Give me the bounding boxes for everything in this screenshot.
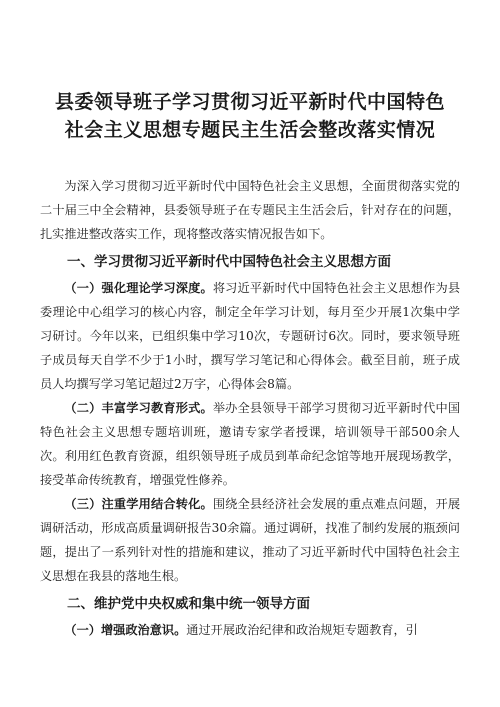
paragraph-1-2 <box>40 396 460 492</box>
paragraph-text: 将习近平新时代中国特色社会主义思想作为县委理论中心组学习的核心内容，制定全年学习计划，每月至少开展1次集中学习研讨。今年以来，已组织集中学习10次，专题研讨6次。同时，要求领导班子成员每天自学不少于1小时，撰写学习笔记和心得体会。截至目前，班子成员人均撰写学习笔记超过2万字，心得体会8篇。 <box>40 281 461 391</box>
section-heading-2: 二、维护党中央权威和集中统一领导方面 <box>67 596 310 612</box>
title-line-2: 社会主义思想专题民主生活会整改落实情况 <box>64 119 436 141</box>
paragraph-lead: （一）强化理论学习深度。 <box>64 281 213 295</box>
intro-paragraph: 为深入学习贯彻习近平新时代中国特色社会主义思想，全面贯彻落实党的二十届三中全会精神，县委领导班子在专题民主生活会后，针对存在的问题，扎实推进整改落实工作，现将整改落实情况报告如下。 <box>40 179 460 241</box>
paragraph-text: 围绕全县经济社会发展的重点难点问题，开展调研活动，形成高质量调研报告30余篇。通过调研，找准了制约发展的瓶颈问题，提出了一系列针对性的措施和建议，推动了习近平新时代中国特色社会主义思想在我县的落地生根。 <box>40 497 461 583</box>
paragraph-text: 举办全县领导干部学习贯彻习近平新时代中国特色社会主义思想专题培训班，邀请专家学者授课，培训领导干部500余人次。利用红色教育资源，组织领导班子成员到革命纪念馆等地开展现场教学，接受革命传统教育，增强党性修养。 <box>40 401 461 487</box>
paragraph-2-1 <box>40 618 460 642</box>
section-heading-1: 一、学习贯彻习近平新时代中国特色社会主义思想方面 <box>67 254 391 270</box>
paragraph-text: 通过开展政治纪律和政治规矩专题教育，引 <box>186 623 418 637</box>
paragraph-lead: （三）注重学用结合转化。 <box>64 497 213 511</box>
paragraph-lead: （二）丰富学习教育形式。 <box>64 401 213 415</box>
paragraph-1-1 <box>40 276 460 396</box>
document-body <box>40 174 460 642</box>
document-title <box>40 88 460 144</box>
paragraph-lead: （一）增强政治意识。 <box>64 623 187 637</box>
paragraph-1-3 <box>40 492 460 588</box>
title-line-1: 县委领导班子学习贯彻习近平新时代中国特色 <box>54 91 445 113</box>
